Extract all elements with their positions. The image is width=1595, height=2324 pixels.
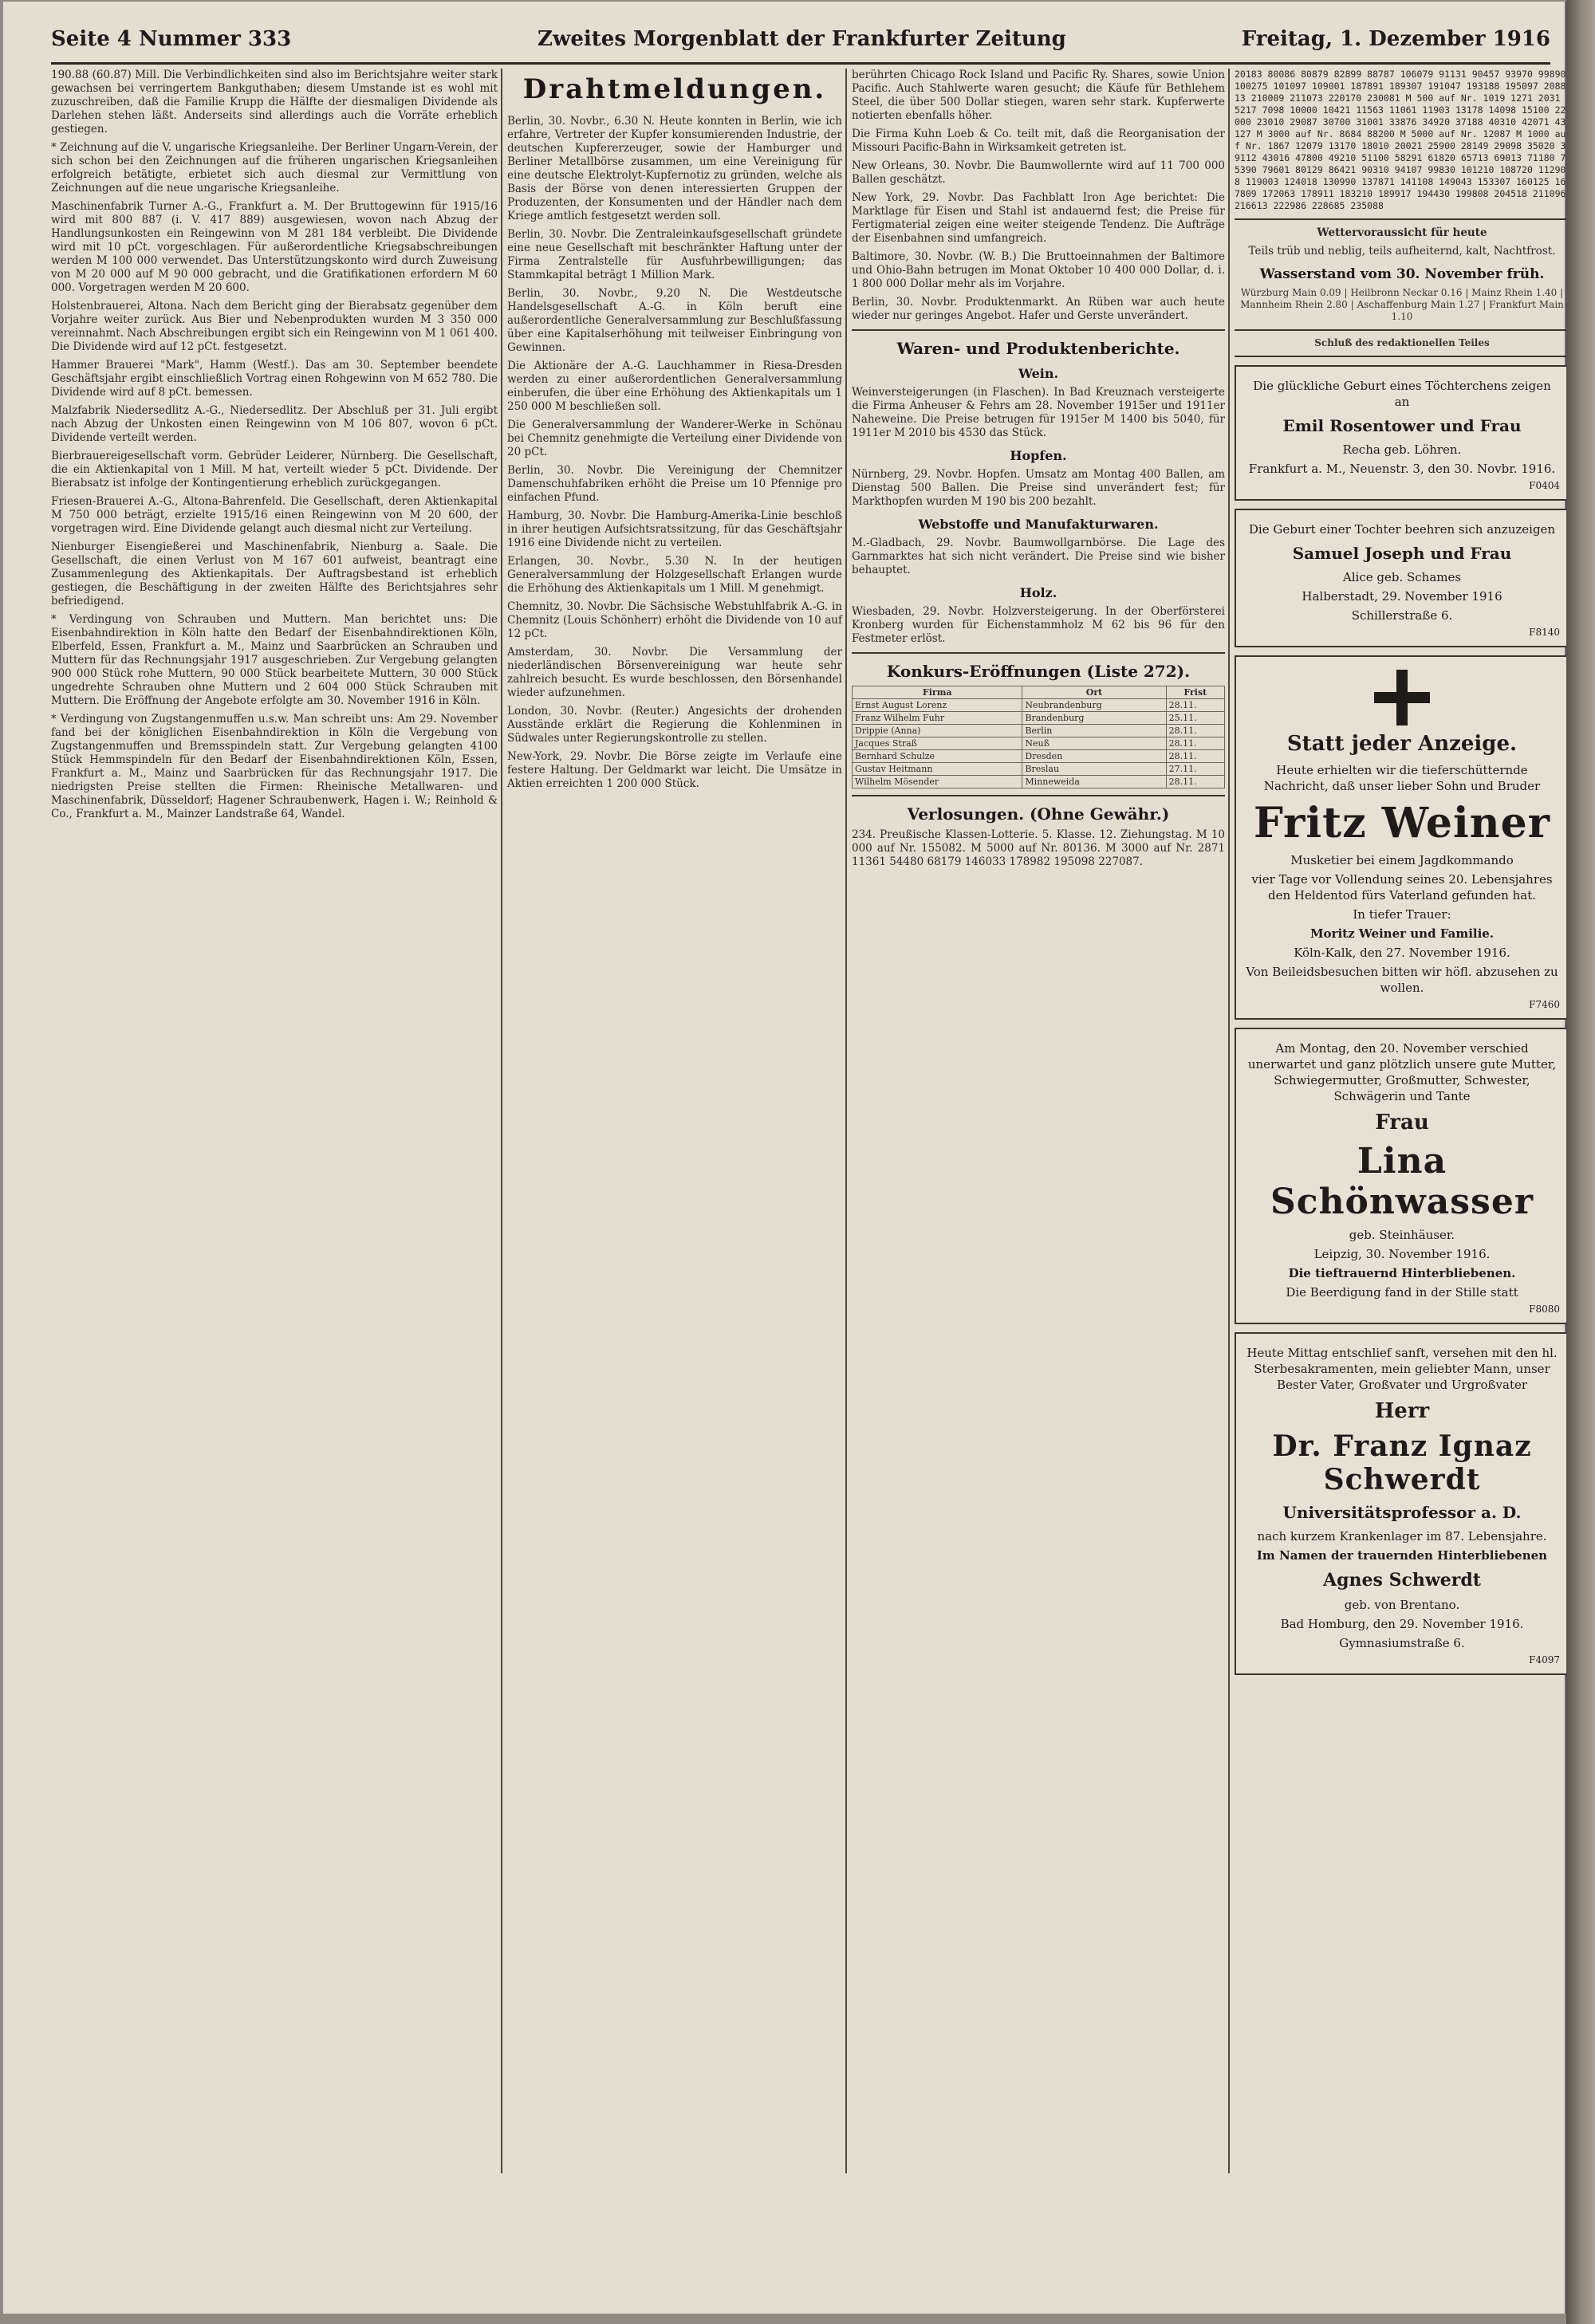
announcement-text: Alice geb. Schames bbox=[1342, 570, 1462, 584]
table-cell: Neuß bbox=[1022, 737, 1166, 750]
announcement-text: Die glückliche Geburt eines Töchterchens zeigen an bbox=[1253, 379, 1551, 409]
subsection-heading: Holz. bbox=[1019, 585, 1057, 600]
section-heading: Konkurs-Eröffnungen (Liste 272). bbox=[886, 662, 1191, 681]
notice-text: Heute erhielten wir die tieferschütternde Nachricht, daß unser lieber Sohn und Bruder bbox=[1263, 763, 1541, 793]
birth-announcement bbox=[1235, 365, 1569, 501]
notice-family: Moritz Weiner und Familie. bbox=[1309, 926, 1495, 941]
notice-text: Am Montag, den 20. November verschied unerwartet und ganz plötzlich unsere gute Mutter, Schwiegermutter, Großmutter, Schwester, Schwägerin und Tante bbox=[1247, 1041, 1557, 1103]
notice-place: Gymnasiumstraße 6. bbox=[1339, 1636, 1465, 1650]
article-paragraph: Hamburg, 30. Novbr. Die Hamburg-Amerika-Linie beschloß in ihrer heutigen Aufsichtsratssitzung, für das Geschäftsjahr 1916 eine Dividende nicht zu verteilen. bbox=[507, 509, 842, 549]
article-paragraph: Berlin, 30. Novbr. Die Zentraleinkaufsgesellschaft gründete eine neue Gesellschaft mit beschränkter Haftung unter der Firma Zentralstelle für Ausfuhrbewilligungen; das Stammkapital beträgt 1 Million Mark. bbox=[507, 228, 842, 281]
table-row bbox=[853, 763, 1225, 776]
newspaper-page bbox=[3, 2, 1565, 2314]
notice-text: Musketier bei einem Jagdkommando bbox=[1290, 853, 1514, 867]
article-paragraph: Maschinenfabrik Turner A.-G., Frankfurt a. M. Der Bruttogewinn für 1915/16 wird mit 800 887 (i. V. 417 889) ausgewiesen, wovon nach Abzug der Handlungsunkosten ein Reingewinn von M 281 184 verbleibt. Die Dividende wird mit 10 pCt. vorgeschlagen. Für außerordentliche Kriegsabschreibungen werden M 100 000 verwendet. Das Unterstützungskonto wird durch Zuweisung von M 20 000 auf M 90 000 gebracht, und die Gratifikationen erfordern M 60 000. Vorgetragen werden M 20 600. bbox=[51, 200, 498, 294]
notice-text: geb. von Brentano. bbox=[1344, 1598, 1460, 1612]
table-cell: 28.11. bbox=[1166, 776, 1224, 788]
table-cell: 28.11. bbox=[1166, 737, 1224, 750]
article-paragraph: Nienburger Eisengießerei und Maschinenfabrik, Nienburg a. Saale. Die Gesellschaft, die einen Verlust von M 167 601 aufweist, beantragt eine Zusammenlegung des Aktienkapitals. Der Auftragsbestand ist erheblich gestiegen, die Beschäftigung in der zweiten Hälfte des Berichtsjahres sehr befriedigend. bbox=[51, 541, 498, 608]
notice-text: Im Namen der trauernden Hinterbliebenen bbox=[1256, 1548, 1548, 1563]
article-paragraph: Die Aktionäre der A.-G. Lauchhammer in Riesa-Dresden werden zu einer außerordentlichen Generalversammlung einberufen, die über eine Erhöhung des Aktienkapitals um 1 250 000 M beschließen soll. bbox=[507, 360, 842, 413]
deceased-name: Lina Schönwasser bbox=[1270, 1141, 1534, 1222]
article-paragraph: 234. Preußische Klassen-Lotterie. 5. Klasse. 12. Ziehungstag. M 10 000 auf Nr. 155082. M 5000 auf Nr. 80136. M 3000 auf Nr. 2871 11361 54480 68179 146033 178982 195098 227087. bbox=[852, 828, 1225, 868]
table-row bbox=[853, 699, 1225, 712]
article-paragraph: Wiesbaden, 29. Novbr. Holzversteigerung. In der Oberförsterei Kronberg wurden für Eichenstammholz M 62 bis 96 für den Festmeter erlöst. bbox=[852, 605, 1225, 645]
divider bbox=[852, 329, 1225, 331]
announcement-place: Halberstadt, 29. November 1916 bbox=[1302, 589, 1502, 604]
ad-id: F4097 bbox=[1529, 1654, 1560, 1665]
article-paragraph: Berlin, 30. Novbr. Produktenmarkt. An Rüben war auch heute wieder nur geringes Angebot. Hafer und Gerste unverändert. bbox=[852, 296, 1225, 322]
notice-family: Die tieftrauernd Hinterbliebenen. bbox=[1288, 1266, 1516, 1280]
article-paragraph: * Verdingung von Schrauben und Muttern. Man berichtet uns: Die Eisenbahndirektion in Köln hatte den Bedarf der Eisenbahndirektionen Köln, Elberfeld, Essen, Frankfurt a. M., Mainz und Saarbrücken an Schrauben und Muttern für das Rechnungsjahr 1917 ausgeschrieben. Zur Vergebung gelangten 900 000 Stück rohe Muttern, 90 000 Stück bearbeitete Muttern, 30 000 Stück ungedrehte Schrauben ohne Muttern und 2 604 000 Stück Schrauben mit Muttern. Die Eröffnung der Angebote erfolgte am 30. November 1916 in Köln. bbox=[51, 613, 498, 707]
section-heading: Verlosungen. (Ohne Gewähr.) bbox=[907, 804, 1170, 824]
notice-text: geb. Steinhäuser. bbox=[1349, 1228, 1455, 1242]
birth-announcement bbox=[1235, 509, 1569, 647]
section-heading: Waren- und Produktenberichte. bbox=[896, 339, 1180, 358]
deceased-title: Universitätsprofessor a. D. bbox=[1282, 1503, 1522, 1522]
announcement-text: Die Geburt einer Tochter beehren sich anzuzeigen bbox=[1248, 522, 1556, 537]
article-paragraph: Die Generalversammlung der Wanderer-Werke in Schönau bei Chemnitz genehmigte die Verteilung einer Dividende von 20 pCt. bbox=[507, 419, 842, 458]
table-cell: Minneweida bbox=[1022, 776, 1166, 788]
column-header: Firma bbox=[853, 686, 1022, 699]
table-cell: Wilhelm Mösender bbox=[853, 776, 1022, 788]
lottery-numbers: 20183 80086 80879 82899 88787 106079 91131 90457 93970 99890 100275 101097 109001 187891 189307 191047 193188 195097 208813 210009 211073 220170 230081 M 500 auf Nr. 1019 1271 2031 5217 7098 10000 10421 11563 11061 11903 13178 14098 15100 22000 23010 29087 30700 31001 33876 34920 37188 40310 42071 43127 M 3000 auf Nr. 8684 88200 M 5000 auf Nr. 12087 M 1000 auf Nr. 1867 12079 13170 18010 20021 25900 28149 29098 35020 39112 43016 47800 49210 51100 58291 61820 65713 69013 71180 75390 79601 80129 86421 90310 94107 99830 101210 108720 112908 119003 124018 130990 137871 141108 149043 153307 160125 167809 172063 178911 183210 189917 194430 199808 204518 211096 216613 222986 228685 235088 bbox=[1235, 69, 1566, 211]
article-paragraph: berührten Chicago Rock Island und Pacific Ry. Shares, sowie Union Pacific. Auch Stahlwerte waren gesucht; die Käufe für Bethlehem Steel, die über 500 Dollar stiegen, waren sehr stark. Kupferwerte notierten ebenfalls höher. bbox=[852, 69, 1225, 122]
weather-title: Wettervoraussicht für heute bbox=[1317, 226, 1487, 239]
divider bbox=[852, 795, 1225, 796]
notice-text: Die Beerdigung fand in der Stille statt bbox=[1286, 1285, 1518, 1300]
table-cell: Dresden bbox=[1022, 750, 1166, 763]
table-cell: 28.11. bbox=[1166, 750, 1224, 763]
weather-text: Teils trüb und neblig, teils aufheiternd, kalt, Nachtfrost. bbox=[1248, 245, 1556, 258]
editorial-end: Schluß des redaktionellen Teiles bbox=[1314, 337, 1490, 348]
divider bbox=[1235, 218, 1569, 220]
table-cell: Franz Wilhelm Fuhr bbox=[853, 712, 1022, 725]
article-paragraph: New Orleans, 30. Novbr. Die Baumwollernte wird auf 11 700 000 Ballen geschätzt. bbox=[852, 159, 1225, 186]
table-cell: Neubrandenburg bbox=[1022, 699, 1166, 712]
notice-text: In tiefer Trauer: bbox=[1353, 907, 1451, 922]
table-cell: Brandenburg bbox=[1022, 712, 1166, 725]
announcement-text: Recha geb. Löhren. bbox=[1342, 442, 1462, 457]
table-cell: Berlin bbox=[1022, 725, 1166, 737]
table-cell: 27.11. bbox=[1166, 763, 1224, 776]
article-paragraph: Hammer Brauerei "Mark", Hamm (Westf.). Das am 30. September beendete Geschäftsjahr ergibt einschließlich Vortrag einen Rohgewinn von M 652 780. Die Dividende wird auf 8 pCt. bemessen. bbox=[51, 359, 498, 399]
water-level-text: Würzburg Main 0.09 | Heilbronn Neckar 0.16 | Mainz Rhein 1.40 | Mannheim Rhein 2.80 | Aschaffenburg Main 1.27 | Frankfurt Main 1.10 bbox=[1240, 287, 1564, 322]
article-paragraph: Bierbrauereigesellschaft vorm. Gebrüder Leiderer, Nürnberg. Die Gesellschaft, die ein Aktienkapital von 1 Mill. M hat, verteilt wieder 5 pCt. Dividende. Der Bierabsatz ist infolge der Kontingentierung erheblich zurückgegangen. bbox=[51, 450, 498, 490]
column-rule bbox=[845, 69, 847, 2173]
announcement-names: Emil Rosentower und Frau bbox=[1282, 416, 1522, 435]
ad-id: F7460 bbox=[1529, 999, 1560, 1010]
divider bbox=[1235, 356, 1569, 357]
table-cell: Bernhard Schulze bbox=[853, 750, 1022, 763]
deceased-name: Fritz Weiner bbox=[1253, 799, 1551, 847]
article-paragraph: Erlangen, 30. Novbr., 5.30 N. In der heutigen Generalversammlung der Holzgesellschaft Erlangen wurde die Erhöhung des Aktienkapitals um 1 Mill. M genehmigt. bbox=[507, 555, 842, 595]
ad-id: F8140 bbox=[1529, 627, 1560, 638]
subsection-heading: Webstoffe und Manufakturwaren. bbox=[918, 517, 1159, 532]
column-header: Ort bbox=[1022, 686, 1166, 699]
publication-title: Zweites Morgenblatt der Frankfurter Zeitung bbox=[538, 27, 1066, 51]
notice-place: Köln-Kalk, den 27. November 1916. bbox=[1294, 946, 1510, 960]
article-paragraph: * Verdingung von Zugstangenmuffen u.s.w. Man schreibt uns: Am 29. November fand bei der königlichen Eisenbahndirektion in Köln die Vergebung von Zugstangenmuffen und Bremsspindeln statt. Zur Vergebung gelangten 4100 Stück Hemmspindeln für den Bedarf der Eisenbahndirektionen Köln, Essen, Frankfurt a. M., Mainz und Saarbrücken für das Rechnungsjahr 1917. Die niedrigsten Preise stellten die Firmen: Rheinische Metallwaren- und Maschinenfabrik, Düsseldorf; Hagener Schraubenwerk, Hagen i. W.; Reinhold & Co., Frankfurt a. M., Mainzer Landstraße 64, Wandel. bbox=[51, 713, 498, 820]
article-paragraph: Nürnberg, 29. Novbr. Hopfen. Umsatz am Montag 400 Ballen, am Dienstag 500 Ballen. Die Preise sind unverändert fest; für Markthopfen wurden M 190 bis 200 bezahlt. bbox=[852, 468, 1225, 508]
announcement-names: Samuel Joseph und Frau bbox=[1292, 544, 1512, 563]
column-header: Frist bbox=[1166, 686, 1224, 699]
table-cell: Ernst August Lorenz bbox=[853, 699, 1022, 712]
article-paragraph: Holstenbrauerei, Altona. Nach dem Bericht ging der Bierabsatz gegenüber dem Vorjahre weiter zurück. Aus Bier und Nebenprodukten wurden M 3 350 000 vereinnahmt. Nach Abschreibungen ergibt sich ein Reingewinn von M 1 061 400. Die Dividende wird auf 12 pCt. festgesetzt. bbox=[51, 300, 498, 353]
article-paragraph: Amsterdam, 30. Novbr. Die Versammlung der niederländischen Börsenvereinigung war heute sehr zahlreich besucht. Es wurde beschlossen, den Börsenhandel wieder aufzunehmen. bbox=[507, 646, 842, 699]
table-row bbox=[853, 725, 1225, 737]
table-cell: Gustav Heitmann bbox=[853, 763, 1022, 776]
section-title: Drahtmeldungen. bbox=[522, 73, 827, 105]
announcement-place: Schillerstraße 6. bbox=[1351, 608, 1453, 623]
death-notice bbox=[1235, 1332, 1569, 1675]
article-paragraph: 190.88 (60.87) Mill. Die Verbindlichkeiten sind also im Berichtsjahre weiter stark gewachsen bei verringertem Bankguthaben; diesem Umstande ist es wohl mit zuzuschreiben, daß die Familie Krupp die Hälfte der diesmaligen Dividende als Darlehen stehen läßt. Anderseits sind allerdings auch die Vorräte erheblich gestiegen. bbox=[51, 69, 498, 136]
deceased-name: Dr. Franz Ignaz Schwerdt bbox=[1272, 1429, 1532, 1496]
table-row bbox=[853, 712, 1225, 725]
table-header-row bbox=[853, 686, 1225, 699]
ad-id: F8080 bbox=[1529, 1304, 1560, 1315]
article-paragraph: Friesen-Brauerei A.-G., Altona-Bahrenfeld. Die Gesellschaft, deren Aktienkapital M 750 000 beträgt, erzielte 1915/16 einen Reingewinn von M 20 600, der vorgetragen wird. Eine Dividende gelangt auch diesmal nicht zur Verteilung. bbox=[51, 495, 498, 535]
column-2 bbox=[507, 69, 842, 2157]
death-notice bbox=[1235, 1028, 1569, 1324]
article-paragraph: * Zeichnung auf die V. ungarische Kriegsanleihe. Der Berliner Ungarn-Verein, der sich schon bei den Zeichnungen auf die früheren ungarischen Kriegsanleihen erfolgreich betätigte, erbietet sich auch diesmal zur Vermittlung von Zeichnungen auf die neue ungarische Kriegsanleihe. bbox=[51, 141, 498, 195]
article-paragraph: M.-Gladbach, 29. Novbr. Baumwollgarnbörse. Die Lage des Garnmarktes hat sich nicht verändert. Die Preise sind wie bisher behauptet. bbox=[852, 537, 1225, 576]
page-edge bbox=[1566, 0, 1595, 2324]
divider bbox=[1235, 329, 1569, 331]
article-paragraph: Chemnitz, 30. Novbr. Die Sächsische Webstuhlfabrik A.-G. in Chemnitz (Louis Schönherr) erhöht die Dividende von 10 auf 12 pCt. bbox=[507, 600, 842, 640]
notice-text: Von Beileidsbesuchen bitten wir höfl. abzusehen zu wollen. bbox=[1246, 965, 1558, 995]
notice-heading: Statt jeder Anzeige. bbox=[1286, 732, 1518, 756]
table-cell: 28.11. bbox=[1166, 699, 1224, 712]
page-header bbox=[51, 24, 1550, 65]
publication-date: Freitag, 1. Dezember 1916 bbox=[1241, 27, 1550, 51]
notice-text: Heute Mittag entschlief sanft, versehen mit den hl. Sterbesakramenten, mein geliebter Mann, unser Bester Vater, Großvater und Urgroßvater bbox=[1246, 1346, 1558, 1392]
article-paragraph: London, 30. Novbr. (Reuter.) Angesichts der drohenden Ausstände erklärt die Regierung die Kohlenminen in Südwales unter Regierungskontrolle zu stellen. bbox=[507, 705, 842, 745]
column-3 bbox=[852, 69, 1225, 2157]
article-paragraph: Berlin, 30. Novbr., 6.30 N. Heute konnten in Berlin, wie ich erfahre, Vertreter der Kupfer konsumierenden Industrie, der deutschen Kupfererzeuger, sowie der Hamburger und Berliner Metallbörse zusammen, um eine Vereinigung für eine deutsche Elektrolyt-Kupfernotiz zu gründen, welche als Basis der Börse von denen interessierten Gruppen der Produzenten, der Konsumenten und der Händler nach dem Kriege amtlich festgesetzt werden soll. bbox=[507, 115, 842, 222]
column-rule bbox=[501, 69, 502, 2173]
article-paragraph: Berlin, 30. Novbr. Die Vereinigung der Chemnitzer Damenschuhfabriken erhöht die Preise um 10 Pfennige pro einfachen Pfund. bbox=[507, 464, 842, 504]
notice-prefix: Herr bbox=[1374, 1399, 1430, 1423]
notice-text: nach kurzem Krankenlager im 87. Lebensjahre. bbox=[1257, 1529, 1547, 1543]
water-level-title: Wasserstand vom 30. November früh. bbox=[1259, 266, 1545, 282]
table-cell: Drippie (Anna) bbox=[853, 725, 1022, 737]
table-cell: Breslau bbox=[1022, 763, 1166, 776]
article-paragraph: Die Firma Kuhn Loeb & Co. teilt mit, daß die Reorganisation der Missouri Pacific-Bahn in Wirksamkeit getreten ist. bbox=[852, 128, 1225, 154]
article-paragraph: Malzfabrik Niedersedlitz A.-G., Niedersedlitz. Der Abschluß per 31. Juli ergibt nach Abzug der Unkosten einen Reingewinn von M 106 807, wovon 6 pCt. Dividende verteilt werden. bbox=[51, 404, 498, 444]
column-4 bbox=[1235, 69, 1569, 2173]
konkurs-table bbox=[852, 686, 1225, 788]
column-1 bbox=[51, 69, 498, 1950]
article-paragraph: Weinversteigerungen (in Flaschen). In Bad Kreuznach versteigerte die Firma Anheuser & Fehrs am 28. November 1915er und 1911er Naheweine. Die Preise betrugen für 1915er M 1400 bis 5040, für 1911er M 2010 bis 4530 das Stück. bbox=[852, 386, 1225, 439]
table-row bbox=[853, 776, 1225, 788]
table-cell: 25.11. bbox=[1166, 712, 1224, 725]
article-paragraph: New York, 29. Novbr. Das Fachblatt Iron Age berichtet: Die Marktlage für Eisen und Stahl ist andauernd fest; die Preise für Fertigmaterial zeigen eine weiter steigende Tendenz. Die Aufträge der Eisenbahnen sind umfangreich. bbox=[852, 191, 1225, 245]
article-paragraph: Berlin, 30. Novbr., 9.20 N. Die Westdeutsche Handelsgesellschaft A.-G. in Köln beruft eine außerordentliche Generalversammlung zur Beschlußfassung über eine Kapitalserhöhung mit teilweiser Einbringung von Gewinnen. bbox=[507, 287, 842, 354]
article-paragraph: Baltimore, 30. Novbr. (W. B.) Die Bruttoeinnahmen der Baltimore und Ohio-Bahn betrugen im Monat Oktober 10 400 000 Dollar, d. i. 1 800 000 Dollar mehr als im Vorjahre. bbox=[852, 250, 1225, 290]
widow-name: Agnes Schwerdt bbox=[1323, 1570, 1481, 1591]
table-cell: Jacques Straß bbox=[853, 737, 1022, 750]
table-row bbox=[853, 737, 1225, 750]
divider bbox=[852, 652, 1225, 654]
death-notice bbox=[1235, 655, 1569, 1020]
ad-id: F0404 bbox=[1529, 480, 1560, 491]
subsection-heading: Hopfen. bbox=[1010, 448, 1067, 463]
table-cell: 28.11. bbox=[1166, 725, 1224, 737]
column-rule bbox=[1228, 69, 1230, 2173]
notice-place: Leipzig, 30. November 1916. bbox=[1313, 1247, 1491, 1261]
iron-cross-icon bbox=[1374, 670, 1430, 726]
table-row bbox=[853, 750, 1225, 763]
notice-prefix: Frau bbox=[1375, 1111, 1429, 1134]
page-number: Seite 4 Nummer 333 bbox=[51, 27, 292, 51]
notice-text: vier Tage vor Vollendung seines 20. Lebensjahres den Heldentod fürs Vaterland gefunden hat. bbox=[1251, 872, 1553, 902]
article-paragraph: New-York, 29. Novbr. Die Börse zeigte im Verlaufe eine festere Haltung. Der Geldmarkt war leicht. Die Umsätze in Aktien erreichten 1 200 000 Stück. bbox=[507, 750, 842, 790]
subsection-heading: Wein. bbox=[1018, 366, 1059, 381]
announcement-place: Frankfurt a. M., Neuenstr. 3, den 30. Novbr. 1916. bbox=[1248, 462, 1556, 476]
notice-place: Bad Homburg, den 29. November 1916. bbox=[1280, 1617, 1524, 1631]
